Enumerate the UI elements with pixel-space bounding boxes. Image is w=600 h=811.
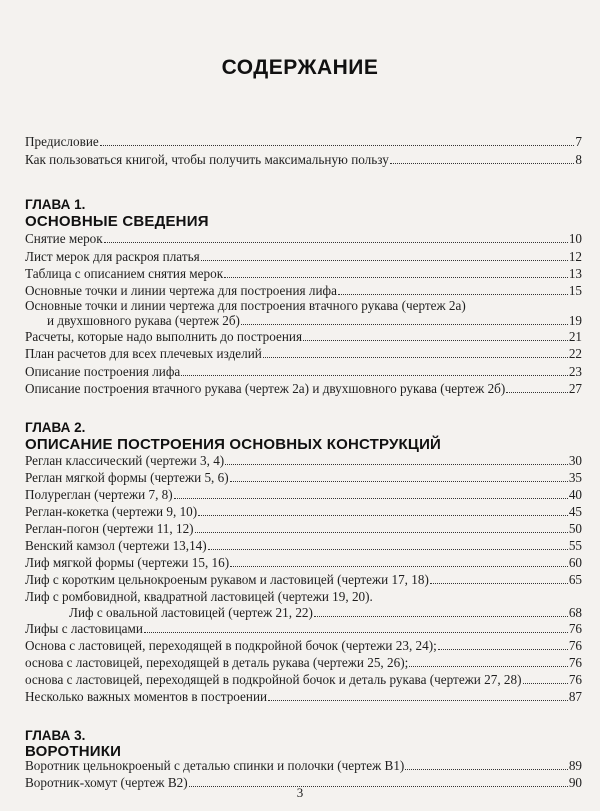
- dot-leader: [338, 294, 568, 295]
- entry-title: Как пользоваться книгой, чтобы получить максимальную пользу: [25, 152, 389, 167]
- entry-page-number: 76: [568, 638, 582, 653]
- toc-entry: [25, 469, 582, 487]
- entry-page-number: 45: [568, 504, 582, 519]
- entry-title: Лифы с ластовицами: [25, 621, 143, 636]
- page-number: 3: [296, 785, 304, 800]
- entry-page-number: 68: [568, 605, 582, 620]
- entry-page-number: 87: [568, 689, 582, 704]
- entry-page-number: 8: [575, 152, 582, 167]
- entry-page-number: 7: [575, 134, 582, 149]
- entry-page-number: 21: [568, 329, 582, 344]
- dot-leader: [208, 549, 568, 550]
- dot-leader: [268, 700, 568, 701]
- toc-entry: [25, 380, 582, 398]
- entry-title: Описание построения лифа: [25, 364, 181, 379]
- toc-entry: [25, 248, 582, 266]
- dot-leader: [405, 769, 567, 770]
- toc-entry: [25, 503, 582, 521]
- entry-page-number: 90: [568, 775, 582, 790]
- entry-page-number: 27: [568, 381, 582, 396]
- entry-title: Лиф с коротким цельнокроеным рукавом и ластовицей (чертежи 17, 18): [25, 572, 429, 587]
- dot-leader: [230, 481, 568, 482]
- dot-leader: [104, 242, 568, 243]
- dot-leader: [303, 340, 568, 341]
- dot-leader: [430, 583, 568, 584]
- dot-leader: [100, 145, 575, 146]
- entry-title: и двухшовного рукава (чертеж 2б): [47, 313, 240, 328]
- entry-title: Снятие мерок: [25, 231, 103, 246]
- entry-page-number: 12: [568, 249, 582, 264]
- toc-entry: [25, 554, 582, 572]
- entry-page-number: 22: [568, 346, 582, 361]
- entry-page-number: 65: [568, 572, 582, 587]
- dot-leader: [523, 683, 568, 684]
- entry-page-number: 76: [568, 655, 582, 670]
- dot-leader: [390, 163, 575, 164]
- chapter-label: ГЛАВА 3.: [25, 728, 86, 743]
- toc-entry: [25, 328, 582, 346]
- entry-page-number: 19: [568, 313, 582, 328]
- entry-title: основа с ластовицей, переходящей в деталь рукава (чертежи 25, 26);: [25, 655, 409, 670]
- toc-entry: [25, 133, 582, 151]
- entry-title: Основные точки и линии чертежа для построения лифа: [25, 283, 337, 298]
- dot-leader: [241, 324, 568, 325]
- chapter-label: ГЛАВА 2.: [25, 420, 86, 435]
- dot-leader: [409, 666, 568, 667]
- dot-leader: [314, 616, 568, 617]
- toc-entry: [25, 571, 582, 589]
- entry-title: Воротник-хомут (чертеж В2): [25, 775, 188, 790]
- dot-leader: [201, 260, 568, 261]
- chapter-label: ГЛАВА 1.: [25, 197, 86, 212]
- toc-entry: [25, 486, 582, 504]
- toc-entry: [25, 537, 582, 555]
- entry-title: Описание построения втачного рукава (чертеж 2а) и двухшовного рукава (чертеж 2б): [25, 381, 506, 396]
- toc-entry: [25, 345, 582, 363]
- toc-entry: [25, 265, 582, 283]
- chapter-title: ОСНОВНЫЕ СВЕДЕНИЯ: [25, 213, 209, 230]
- dot-leader: [181, 375, 568, 376]
- entry-title: Таблица с описанием снятия мерок: [25, 266, 224, 281]
- entry-title: Предисловие: [25, 134, 99, 149]
- entry-page-number: 60: [568, 555, 582, 570]
- entry-page-number: 30: [568, 453, 582, 468]
- toc-entry: [25, 620, 582, 638]
- entry-title: Воротник цельнокроеный с деталью спинки и полочки (чертеж В1): [25, 758, 405, 773]
- dot-leader: [224, 277, 568, 278]
- entry-title: Расчеты, которые надо выполнить до построения: [25, 329, 303, 344]
- entry-title: Реглан-кокетка (чертежи 9, 10): [25, 504, 198, 519]
- toc-entry: [25, 363, 582, 381]
- toc-entry: [25, 520, 582, 538]
- entry-title: Реглан классический (чертежи 3, 4): [25, 453, 225, 468]
- dot-leader: [225, 464, 568, 465]
- entry-title: Основа с ластовицей, переходящей в подкройной бочок (чертежи 23, 24);: [25, 638, 437, 653]
- entry-title: основа с ластовицей, переходящей в подкройной бочок и деталь рукава (чертежи 27, 28): [25, 672, 522, 687]
- entry-title: Лист мерок для раскроя платья: [25, 249, 200, 264]
- toc-entry: [25, 654, 582, 672]
- dot-leader: [144, 632, 568, 633]
- entry-page-number: 50: [568, 521, 582, 536]
- toc-entry: [25, 637, 582, 655]
- page-title: СОДЕРЖАНИЕ: [221, 56, 379, 79]
- toc-entry: [25, 452, 582, 470]
- dot-leader: [230, 566, 568, 567]
- dot-leader: [198, 515, 568, 516]
- entry-page-number: 10: [568, 231, 582, 246]
- entry-page-number: 35: [568, 470, 582, 485]
- entry-title: Основные точки и линии чертежа для построения втачного рукава (чертеж 2а): [25, 298, 466, 313]
- dot-leader: [438, 649, 568, 650]
- entry-page-number: 55: [568, 538, 582, 553]
- dot-leader: [263, 357, 568, 358]
- toc-entry: [25, 230, 582, 248]
- entry-title: Реглан-погон (чертежи 11, 12): [25, 521, 194, 536]
- entry-title: Лиф с овальной ластовицей (чертеж 21, 22): [69, 605, 313, 620]
- entry-page-number: 40: [568, 487, 582, 502]
- entry-title: Несколько важных моментов в построении: [25, 689, 268, 704]
- toc-entry: [25, 671, 582, 689]
- toc-entry: [25, 151, 582, 169]
- toc-entry: [25, 757, 582, 775]
- entry-title: Венский камзол (чертежи 13,14): [25, 538, 207, 553]
- entry-page-number: 15: [568, 283, 582, 298]
- entry-title: Лиф мягкой формы (чертежи 15, 16): [25, 555, 230, 570]
- entry-title: Реглан мягкой формы (чертежи 5, 6): [25, 470, 229, 485]
- dot-leader: [174, 498, 568, 499]
- entry-page-number: 76: [568, 621, 582, 636]
- entry-title: Лиф с ромбовидной, квадратной ластовицей (чертежи 19, 20).: [25, 589, 373, 604]
- entry-page-number: 23: [568, 364, 582, 379]
- toc-entry: [25, 688, 582, 706]
- entry-title: Полуреглан (чертежи 7, 8): [25, 487, 173, 502]
- entry-page-number: 89: [568, 758, 582, 773]
- dot-leader: [506, 392, 568, 393]
- chapter-title: ВОРОТНИКИ: [25, 743, 122, 760]
- dot-leader: [195, 532, 568, 533]
- entry-title: План расчетов для всех плечевых изделий: [25, 346, 262, 361]
- chapter-title: ОПИСАНИЕ ПОСТРОЕНИЯ ОСНОВНЫХ КОНСТРУКЦИЙ: [25, 436, 442, 453]
- entry-page-number: 13: [568, 266, 582, 281]
- entry-page-number: 76: [568, 672, 582, 687]
